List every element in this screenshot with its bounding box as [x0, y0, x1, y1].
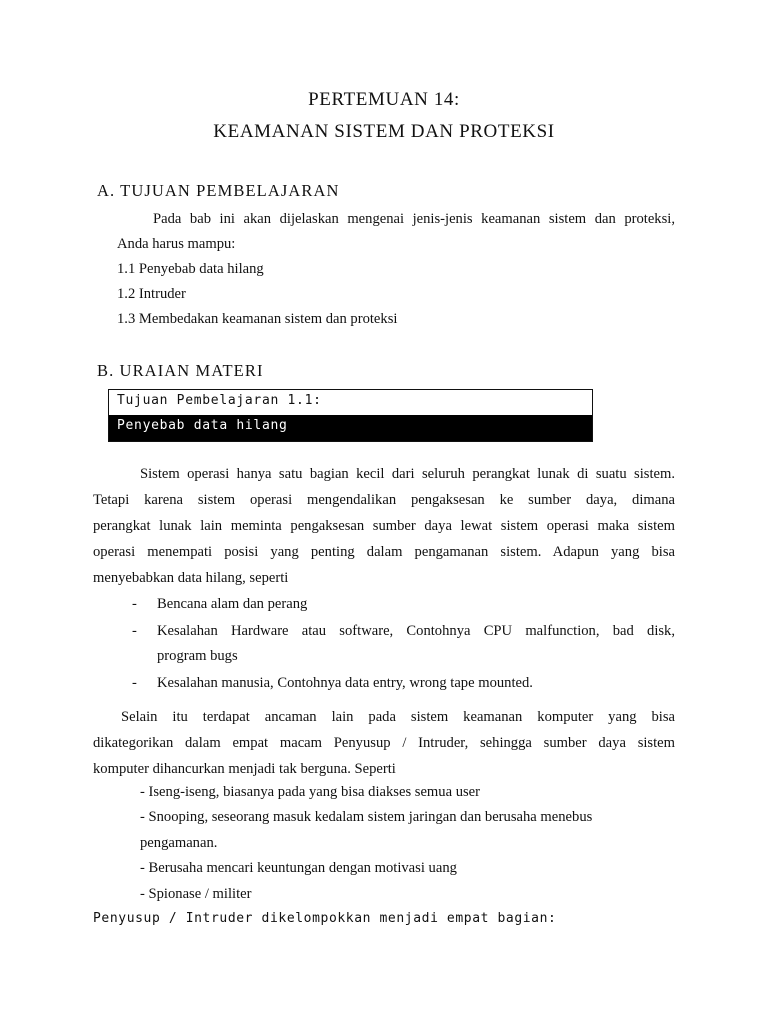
closing-line: Penyusup / Intruder dikelompokkan menjadi empat bagian:: [93, 911, 557, 926]
box-header-row: [109, 390, 592, 415]
list-item-continuation: program bugs: [157, 648, 238, 664]
list-item: Bencana alam dan perang: [157, 596, 308, 612]
objective-item: 1.1 Penyebab data hilang: [117, 261, 264, 277]
section-a-intro-line2: Anda harus mampu:: [117, 236, 236, 252]
list-item: Kesalahan Hardware atau software, Contohnya CPU malfunction, bad disk,: [157, 623, 675, 639]
section-a-intro-line1: Pada bab ini akan dijelaskan mengenai jenis-jenis keamanan sistem dan proteksi,: [153, 211, 675, 227]
paragraph-line: dikategorikan dalam empat macam Penyusup / Intruder, sehingga sumber daya sistem: [93, 735, 675, 751]
box-subheader-label: Penyebab data hilang: [117, 418, 288, 433]
bullet-marker: -: [132, 675, 137, 691]
paragraph-line: Selain itu terdapat ancaman lain pada sistem keamanan komputer yang bisa: [121, 709, 675, 725]
page-title-line1: PERTEMUAN 14:: [308, 89, 460, 110]
list-item-continuation: pengamanan.: [140, 835, 218, 851]
bullet-marker: -: [132, 623, 137, 639]
list-item: - Iseng-iseng, biasanya pada yang bisa diakses semua user: [140, 784, 481, 800]
page-title-line2: KEAMANAN SISTEM DAN PROTEKSI: [213, 121, 555, 142]
list-item: Kesalahan manusia, Contohnya data entry, wrong tape mounted.: [157, 675, 533, 691]
paragraph-line: perangkat lunak lain meminta pengaksesan sumber daya lewat sistem operasi maka sistem: [93, 518, 675, 534]
paragraph-line: Tetapi karena sistem operasi mengendalikan pengaksesan ke sumber daya, dimana: [93, 492, 675, 508]
list-item: - Spionase / militer: [140, 886, 252, 902]
list-item: - Berusaha mencari keuntungan dengan motivasi uang: [140, 860, 457, 876]
paragraph-line: Sistem operasi hanya satu bagian kecil dari seluruh perangkat lunak di suatu sistem.: [140, 466, 675, 482]
box-subheader-row: [109, 415, 592, 441]
section-b-heading: B. URAIAN MATERI: [97, 361, 264, 380]
bullet-marker: -: [132, 596, 137, 612]
list-item: - Snooping, seseorang masuk kedalam sistem jaringan dan berusaha menebus: [140, 809, 593, 825]
paragraph-line: komputer dihancurkan menjadi tak berguna. Seperti: [93, 761, 396, 777]
objective-item: 1.2 Intruder: [117, 286, 186, 302]
section-a-heading: A. TUJUAN PEMBELAJARAN: [97, 181, 340, 200]
objective-item: 1.3 Membedakan keamanan sistem dan proteksi: [117, 311, 398, 327]
paragraph-line: menyebabkan data hilang, seperti: [93, 570, 289, 586]
learning-objective-box: [108, 389, 593, 442]
box-header-label: Tujuan Pembelajaran 1.1:: [117, 393, 322, 408]
paragraph-line: operasi menempati posisi yang penting dalam pengamanan sistem. Adapun yang bisa: [93, 544, 675, 560]
